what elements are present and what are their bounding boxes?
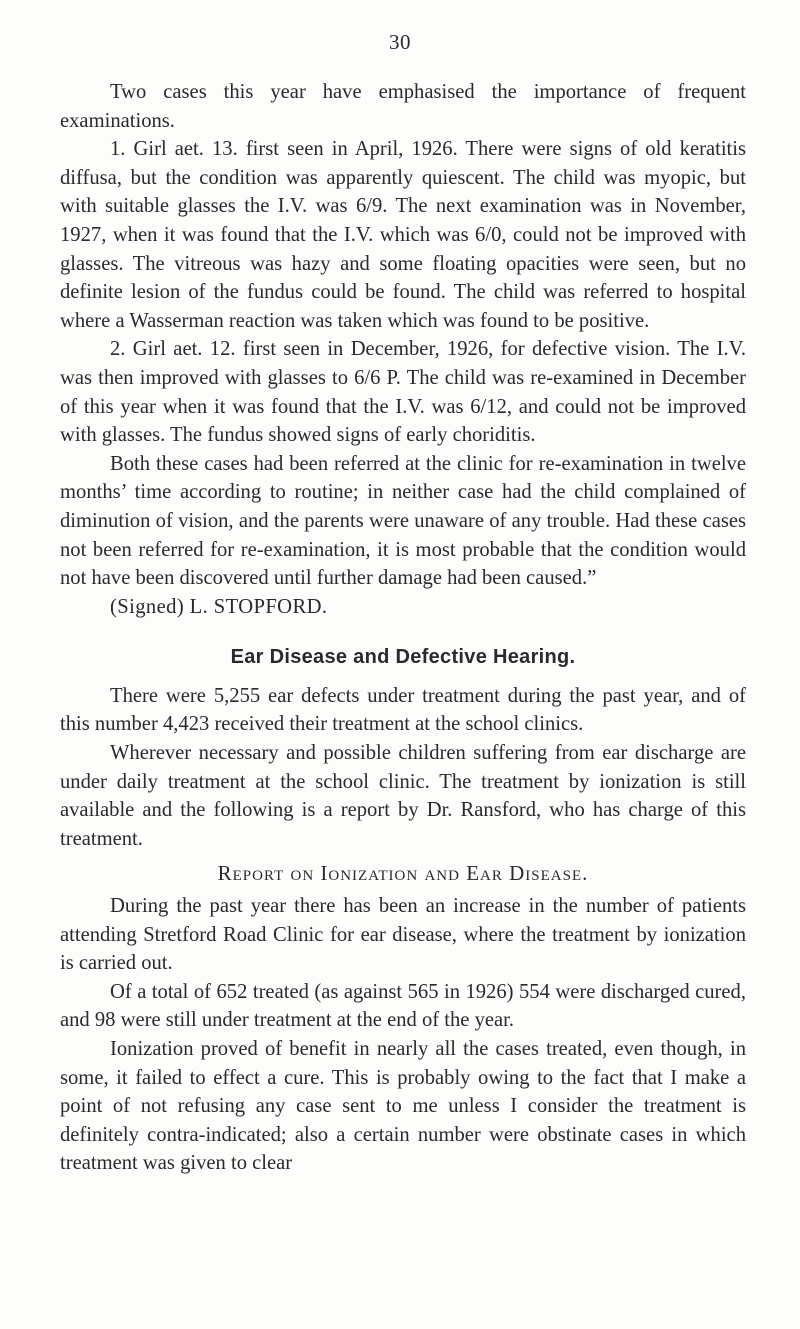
- report-paragraph-3: Ionization proved of benefit in nearly all the cases treated, even though, in some, it failed to effect a cure. This is probably owing to the fact that I make a point of not refusing any case sent to me unless I consider the treatment is definitely contra-indicated; also a certain number were obstinate cases in which treatment was given to clear: [60, 1038, 746, 1175]
- report-paragraph-2: Of a total of 652 treated (as against 565 in 1926) 554 were discharged cured, and 98 were still under treatment at the end of the year.: [60, 980, 746, 1032]
- case-1-paragraph: 1. Girl aet. 13. first seen in April, 1926. There were signs of old keratitis diffusa, but the condition was apparently quiescent. The child was myopic, but with suitable glasses the I.V. was 6/9. The next examination was in November, 1927, when it was found that the I.V. which was 6/0, could not be improved with glasses. The vitreous was hazy and some floating opacities were seen, but no definite lesion of the fundus could be found. The child was referred to hospital where a Wasserman reaction was taken which was found to be positive.: [60, 138, 746, 332]
- ear-defects-paragraph: There were 5,255 ear defects under treatment during the past year, and of this number 4,423 received their treatment at the school clinics.: [60, 684, 746, 736]
- ionization-report-heading: Report on Ionization and Ear Disease.: [217, 861, 589, 886]
- ear-disease-heading: Ear Disease and Defective Hearing.: [230, 646, 576, 669]
- page-number: 30: [389, 30, 411, 54]
- body-text: [60, 78, 746, 1178]
- signature: (Signed) L. STOPFORD.: [110, 595, 328, 618]
- conclusion-paragraph: Both these cases had been referred at the clinic for re-examination in twelve months’ time according to routine; in neither case had the child complained of diminution of vision, and the parents were unaware of any trouble. Had these cases not been referred for re-examination, it is most probable that the condition would not have been discovered until further damage had been caused.”: [60, 452, 746, 590]
- report-paragraph-1: During the past year there has been an increase in the number of patients attending Stretford Road Clinic for ear disease, where the treatment by ionization is carried out.: [60, 895, 746, 975]
- ear-treatment-paragraph: Wherever necessary and possible children suffering from ear discharge are under daily treatment at the school clinic. The treatment by ionization is still available and the following is a report by Dr. Ransford, who has charge of this treatment.: [60, 742, 746, 850]
- case-2-paragraph: 2. Girl aet. 12. first seen in December, 1926, for defective vision. The I.V. was then improved with glasses to 6/6 P. The child was re-examined in December of this year when it was found that the I.V. was 6/12, and could not be improved with glasses. The fundus showed signs of early choriditis.: [60, 338, 746, 447]
- intro-paragraph: Two cases this year have emphasised the importance of frequent examinations.: [60, 81, 746, 132]
